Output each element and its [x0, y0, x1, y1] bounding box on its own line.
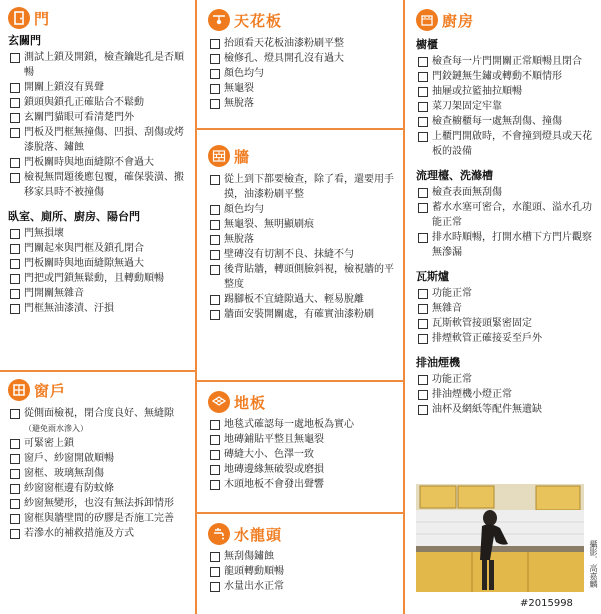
checkbox[interactable] — [210, 582, 220, 592]
checkbox[interactable] — [210, 420, 220, 430]
checklist-item-text: 菜刀架固定牢靠 — [432, 101, 502, 112]
checklist-item — [208, 477, 396, 492]
floor-title: 地板 — [234, 393, 267, 412]
checkbox[interactable] — [10, 98, 20, 108]
checklist-item — [208, 217, 396, 232]
checklist-item — [416, 54, 595, 69]
checklist-item — [208, 81, 396, 96]
checkbox[interactable] — [210, 310, 220, 320]
checkbox[interactable] — [418, 102, 428, 112]
checklist-item-text: 抽屜或拉籃抽拉順暢 — [432, 86, 522, 97]
checkbox[interactable] — [210, 84, 220, 94]
wall-header — [208, 144, 396, 168]
checkbox[interactable] — [418, 319, 428, 329]
checkbox[interactable] — [210, 39, 220, 49]
section-divider — [196, 128, 404, 130]
faucet-section — [196, 522, 404, 594]
checklist-item-text: 檢修孔、燈具開孔沒有過大 — [224, 53, 344, 64]
checkbox[interactable] — [10, 274, 20, 284]
floor-header — [208, 390, 396, 414]
checklist-item-text: 無龜裂、無明顯刷痕 — [224, 219, 314, 230]
checklist-item — [208, 417, 396, 432]
checklist-item — [8, 466, 188, 481]
checklist-item-text: 門無損壞 — [24, 228, 64, 239]
checklist-item-text: 檢查表面無刮傷 — [432, 187, 502, 198]
window-section — [0, 378, 196, 541]
checklist-item-text: 開關上鎖沒有異聲 — [24, 82, 104, 93]
checkbox[interactable] — [210, 552, 220, 562]
checklist-item — [8, 170, 188, 200]
faucet-body — [208, 549, 396, 594]
checklist-item-text: 窗框、玻璃無刮傷 — [24, 468, 104, 479]
checklist-item — [8, 226, 188, 241]
checklist-item — [208, 172, 396, 202]
checklist-item — [416, 69, 595, 84]
floor-section — [196, 390, 404, 492]
checkbox[interactable] — [210, 54, 220, 64]
checklist-item — [8, 95, 188, 110]
floor-tile-icon — [208, 391, 230, 413]
checklist-item-text: 牆面安裝開關處，有確實油漆粉刷 — [224, 309, 374, 320]
brick-wall-icon — [208, 145, 230, 167]
checkbox[interactable] — [10, 229, 20, 239]
checkbox[interactable] — [210, 220, 220, 230]
checklist-item-text: 門板及門框無撞傷、凹損、刮傷或烤漆脫落、鏽蝕 — [24, 127, 184, 153]
checklist-item — [208, 549, 396, 564]
checklist-item — [8, 481, 188, 496]
checkbox[interactable] — [10, 484, 20, 494]
checklist-item-text: 門框無油漆漬、汙損 — [24, 303, 114, 314]
checkbox[interactable] — [10, 409, 20, 419]
checkbox[interactable] — [10, 173, 20, 183]
checklist-item-text: 紗窗窗框邊有防蚊條 — [24, 483, 114, 494]
checkbox[interactable] — [210, 567, 220, 577]
door-title: 門 — [34, 9, 51, 28]
checklist-item — [208, 447, 396, 462]
ceiling-lamp-icon — [208, 9, 230, 31]
checkbox[interactable] — [418, 117, 428, 127]
checklist-item — [208, 36, 396, 51]
checkbox[interactable] — [10, 499, 20, 509]
checklist-item-text: 可緊密上鎖 — [24, 438, 74, 449]
checklist-item — [8, 256, 188, 271]
checklist-item — [416, 286, 595, 301]
checklist-item-text: 檢查櫥櫃每一處無刮傷、撞傷 — [432, 116, 562, 127]
subsection-title: 流理檯、洗滌槽 — [416, 169, 493, 182]
door-header — [8, 6, 188, 30]
checklist-item-text: 木頭地板不會發出聲響 — [224, 479, 324, 490]
checklist-item-text: 顏色均勻 — [224, 68, 264, 79]
checkbox[interactable] — [210, 295, 220, 305]
checkbox[interactable] — [10, 158, 20, 168]
checklist-item — [8, 301, 188, 316]
checkbox[interactable] — [418, 334, 428, 344]
section-divider — [196, 380, 404, 382]
checklist-item — [208, 202, 396, 217]
window-icon — [8, 379, 30, 401]
checklist-item — [8, 451, 188, 466]
checklist-item-text: 門鉸鏈無生鏽或轉動不順情形 — [432, 71, 562, 82]
ceiling-title: 天花板 — [234, 11, 283, 30]
checklist-item-text: 瓦斯軟管接頭緊密固定 — [432, 318, 532, 329]
checkbox[interactable] — [210, 450, 220, 460]
checklist-item-text: 顏色均勻 — [224, 204, 264, 215]
checklist-item-text: 門關起來與門框及鎖孔閉合 — [24, 243, 144, 254]
checklist-item-text: 無脫落 — [224, 234, 254, 245]
image-id-stamp: #2015998 — [520, 598, 573, 609]
checklist-item-text: 門開關無雜音 — [24, 288, 84, 299]
checkbox[interactable] — [210, 435, 220, 445]
floor-body — [208, 417, 396, 492]
checklist-item-text: 龍頭轉動順暢 — [224, 566, 284, 577]
kitchen-header — [416, 8, 595, 32]
checklist-item — [8, 80, 188, 95]
checkbox[interactable] — [210, 235, 220, 245]
checklist-item — [208, 579, 396, 594]
checkbox[interactable] — [210, 99, 220, 109]
checklist-item — [208, 307, 396, 322]
checklist-item — [208, 247, 396, 262]
kitchen-body — [416, 36, 595, 417]
wall-body — [208, 172, 396, 322]
checklist-item-text: 窗框與牆壁間的矽膠是否施工完善 — [24, 513, 174, 524]
checklist-item-text: 排水時順暢，打開水槽下方門片觀察無滲漏 — [432, 232, 592, 258]
stove-icon — [416, 9, 438, 31]
checkbox[interactable] — [418, 72, 428, 82]
checkbox[interactable] — [10, 514, 20, 524]
checklist-item-text: 檢視無問題後應包覆，確保裝潢、搬移家具時不被撞傷 — [24, 172, 184, 198]
checkbox[interactable] — [10, 53, 20, 63]
checklist-item-text: 門板關時與地面縫隙不會過大 — [24, 157, 154, 168]
checklist-item-text: 從側面檢視，閉合度良好、無縫隙 — [24, 408, 174, 419]
checklist-item — [208, 564, 396, 579]
ceiling-header — [208, 8, 396, 32]
checklist-item-text: 抬頭看天花板油漆粉刷平整 — [224, 38, 344, 49]
subsection-title: 瓦斯爐 — [416, 270, 449, 283]
checklist-item — [8, 125, 188, 155]
checklist-item-text: 排煙軟管正確接妥至戶外 — [432, 333, 542, 344]
checklist-item — [416, 84, 595, 99]
checkbox[interactable] — [10, 244, 20, 254]
checklist-item — [416, 129, 595, 159]
checkbox[interactable] — [210, 480, 220, 490]
checklist-item-text: 功能正常 — [432, 374, 472, 385]
subsection-title: 櫥櫃 — [416, 38, 438, 51]
checkbox[interactable] — [418, 233, 428, 243]
door-section — [0, 6, 196, 316]
faucet-icon — [208, 523, 230, 545]
section-divider — [196, 512, 404, 514]
checklist-item — [8, 406, 188, 436]
checkbox[interactable] — [418, 203, 428, 213]
checklist-item-text: 檢查每一片門開關正常順暢且閉合 — [432, 56, 582, 67]
checklist-item — [416, 230, 595, 260]
checkbox[interactable] — [210, 175, 220, 185]
checkbox[interactable] — [210, 69, 220, 79]
checkbox[interactable] — [10, 454, 20, 464]
checkbox[interactable] — [10, 259, 20, 269]
checklist-item — [416, 372, 595, 387]
checkbox[interactable] — [418, 375, 428, 385]
section-divider — [0, 370, 196, 372]
subsection-title: 玄關門 — [8, 34, 41, 47]
checklist-item-text: 無雜音 — [432, 303, 462, 314]
door-icon — [8, 7, 30, 29]
ceiling-section — [196, 8, 404, 111]
checkbox[interactable] — [10, 83, 20, 93]
checkbox[interactable] — [418, 390, 428, 400]
checkbox[interactable] — [10, 529, 20, 539]
checklist-item-text: 窗戶、紗窗開啟順暢 — [24, 453, 114, 464]
checkbox[interactable] — [418, 304, 428, 314]
checklist-item — [416, 402, 595, 417]
checklist-item — [416, 387, 595, 402]
checklist-item-text: 門把或門鎖無鬆動，且轉動順暢 — [24, 273, 164, 284]
checkbox[interactable] — [210, 465, 220, 475]
subsection-title: 臥室、廁所、廚房、陽台門 — [8, 210, 140, 223]
checklist-item — [8, 286, 188, 301]
checklist-item-text: 紗窗無變形，也沒有無法拆卸情形 — [24, 498, 174, 509]
checklist-item — [416, 114, 595, 129]
checklist-item-note: （避免雨水滲入） — [24, 424, 88, 433]
checklist-item-text: 上櫃門開啟時，不會撞到燈具或天花板的設備 — [432, 131, 592, 157]
checklist-item — [208, 232, 396, 247]
checklist-item — [8, 155, 188, 170]
checklist-item — [416, 185, 595, 200]
checkbox[interactable] — [10, 128, 20, 138]
checklist-item — [8, 50, 188, 80]
checklist-item-text: 踢腳板不宜縫隙過大、輕易脫離 — [224, 294, 364, 305]
checkbox[interactable] — [10, 113, 20, 123]
checklist-item-text: 地磚鋪貼平整且無龜裂 — [224, 434, 324, 445]
subsection-title: 排油煙機 — [416, 356, 460, 369]
door-body — [8, 32, 188, 316]
checklist-item-text: 無龜裂 — [224, 83, 254, 94]
checklist-item-text: 後背貼牆，轉頭側臉斜視，檢視牆的平整度 — [224, 264, 394, 290]
checkbox[interactable] — [10, 289, 20, 299]
checklist-item-text: 地毯式確認每一處地板為實心 — [224, 419, 354, 430]
checklist-item-text: 蓄水水塞可密合，水龍頭、溢水孔功能正常 — [432, 202, 592, 228]
checkbox[interactable] — [210, 250, 220, 260]
checklist-item-text: 無刮傷鏽蝕 — [224, 551, 274, 562]
checkbox[interactable] — [418, 132, 428, 142]
checklist-item-text: 功能正常 — [432, 288, 472, 299]
wall-title: 牆 — [234, 147, 251, 166]
faucet-title: 水龍頭 — [234, 525, 283, 544]
checklist-item — [8, 241, 188, 256]
checklist-item — [208, 66, 396, 81]
photo-credit: 攝影．高嘉麟 — [589, 540, 598, 588]
checklist-item — [416, 301, 595, 316]
window-title: 窗戶 — [34, 381, 67, 400]
checkbox[interactable] — [418, 405, 428, 415]
checkbox[interactable] — [10, 469, 20, 479]
checklist-item — [208, 432, 396, 447]
faucet-header — [208, 522, 396, 546]
checklist-item — [208, 262, 396, 292]
checklist-item-text: 水量出水正常 — [224, 581, 284, 592]
checkbox[interactable] — [418, 57, 428, 67]
checklist-item — [208, 51, 396, 66]
checklist-item-text: 玄關門貓眼可看清楚門外 — [24, 112, 134, 123]
checkbox[interactable] — [10, 304, 20, 314]
checklist-item — [416, 99, 595, 114]
ceiling-body — [208, 36, 396, 111]
checkbox[interactable] — [210, 265, 220, 275]
checklist-item — [208, 462, 396, 477]
checklist-item-text: 磚縫大小、色澤一致 — [224, 449, 314, 460]
checklist-item-text: 無脫落 — [224, 98, 254, 109]
checklist-item — [208, 96, 396, 111]
checklist-item — [8, 526, 188, 541]
checklist-item — [416, 200, 595, 230]
checklist-item — [208, 292, 396, 307]
kitchen-photo — [416, 484, 584, 592]
checklist-item-text: 鎖頭與鎖孔正確貼合不鬆動 — [24, 97, 144, 108]
checklist-item-text: 地磚邊緣無破裂或磨損 — [224, 464, 324, 475]
checklist-item-text: 排油煙機小燈正常 — [432, 389, 512, 400]
kitchen-section — [404, 8, 601, 417]
checklist-item-text: 若滲水的補救措施及方式 — [24, 528, 134, 539]
checklist-item-text: 測試上鎖及開鎖，檢查鑰匙孔是否順暢 — [24, 52, 184, 78]
checklist-item — [8, 436, 188, 451]
checklist-item-text: 壁磚沒有切割不良、抹縫不勻 — [224, 249, 354, 260]
checkbox[interactable] — [418, 188, 428, 198]
checklist-item — [416, 316, 595, 331]
checklist-item-text: 油杯及網紙等配件無遺缺 — [432, 404, 542, 415]
checklist-item-text: 從上到下都要檢查，除了看，還要用手摸，油漆粉刷平整 — [224, 174, 394, 200]
checkbox[interactable] — [418, 87, 428, 97]
wall-section — [196, 144, 404, 322]
checklist-item — [416, 331, 595, 346]
checklist-item-text: 門板關時與地面縫隙無過大 — [24, 258, 144, 269]
checkbox[interactable] — [210, 205, 220, 215]
kitchen-title: 廚房 — [442, 11, 475, 30]
checklist-item — [8, 110, 188, 125]
checkbox[interactable] — [418, 289, 428, 299]
window-body — [8, 406, 188, 541]
checkbox[interactable] — [10, 439, 20, 449]
checklist-item — [8, 511, 188, 526]
window-header — [8, 378, 188, 402]
checklist-item — [8, 271, 188, 286]
checklist-item — [8, 496, 188, 511]
